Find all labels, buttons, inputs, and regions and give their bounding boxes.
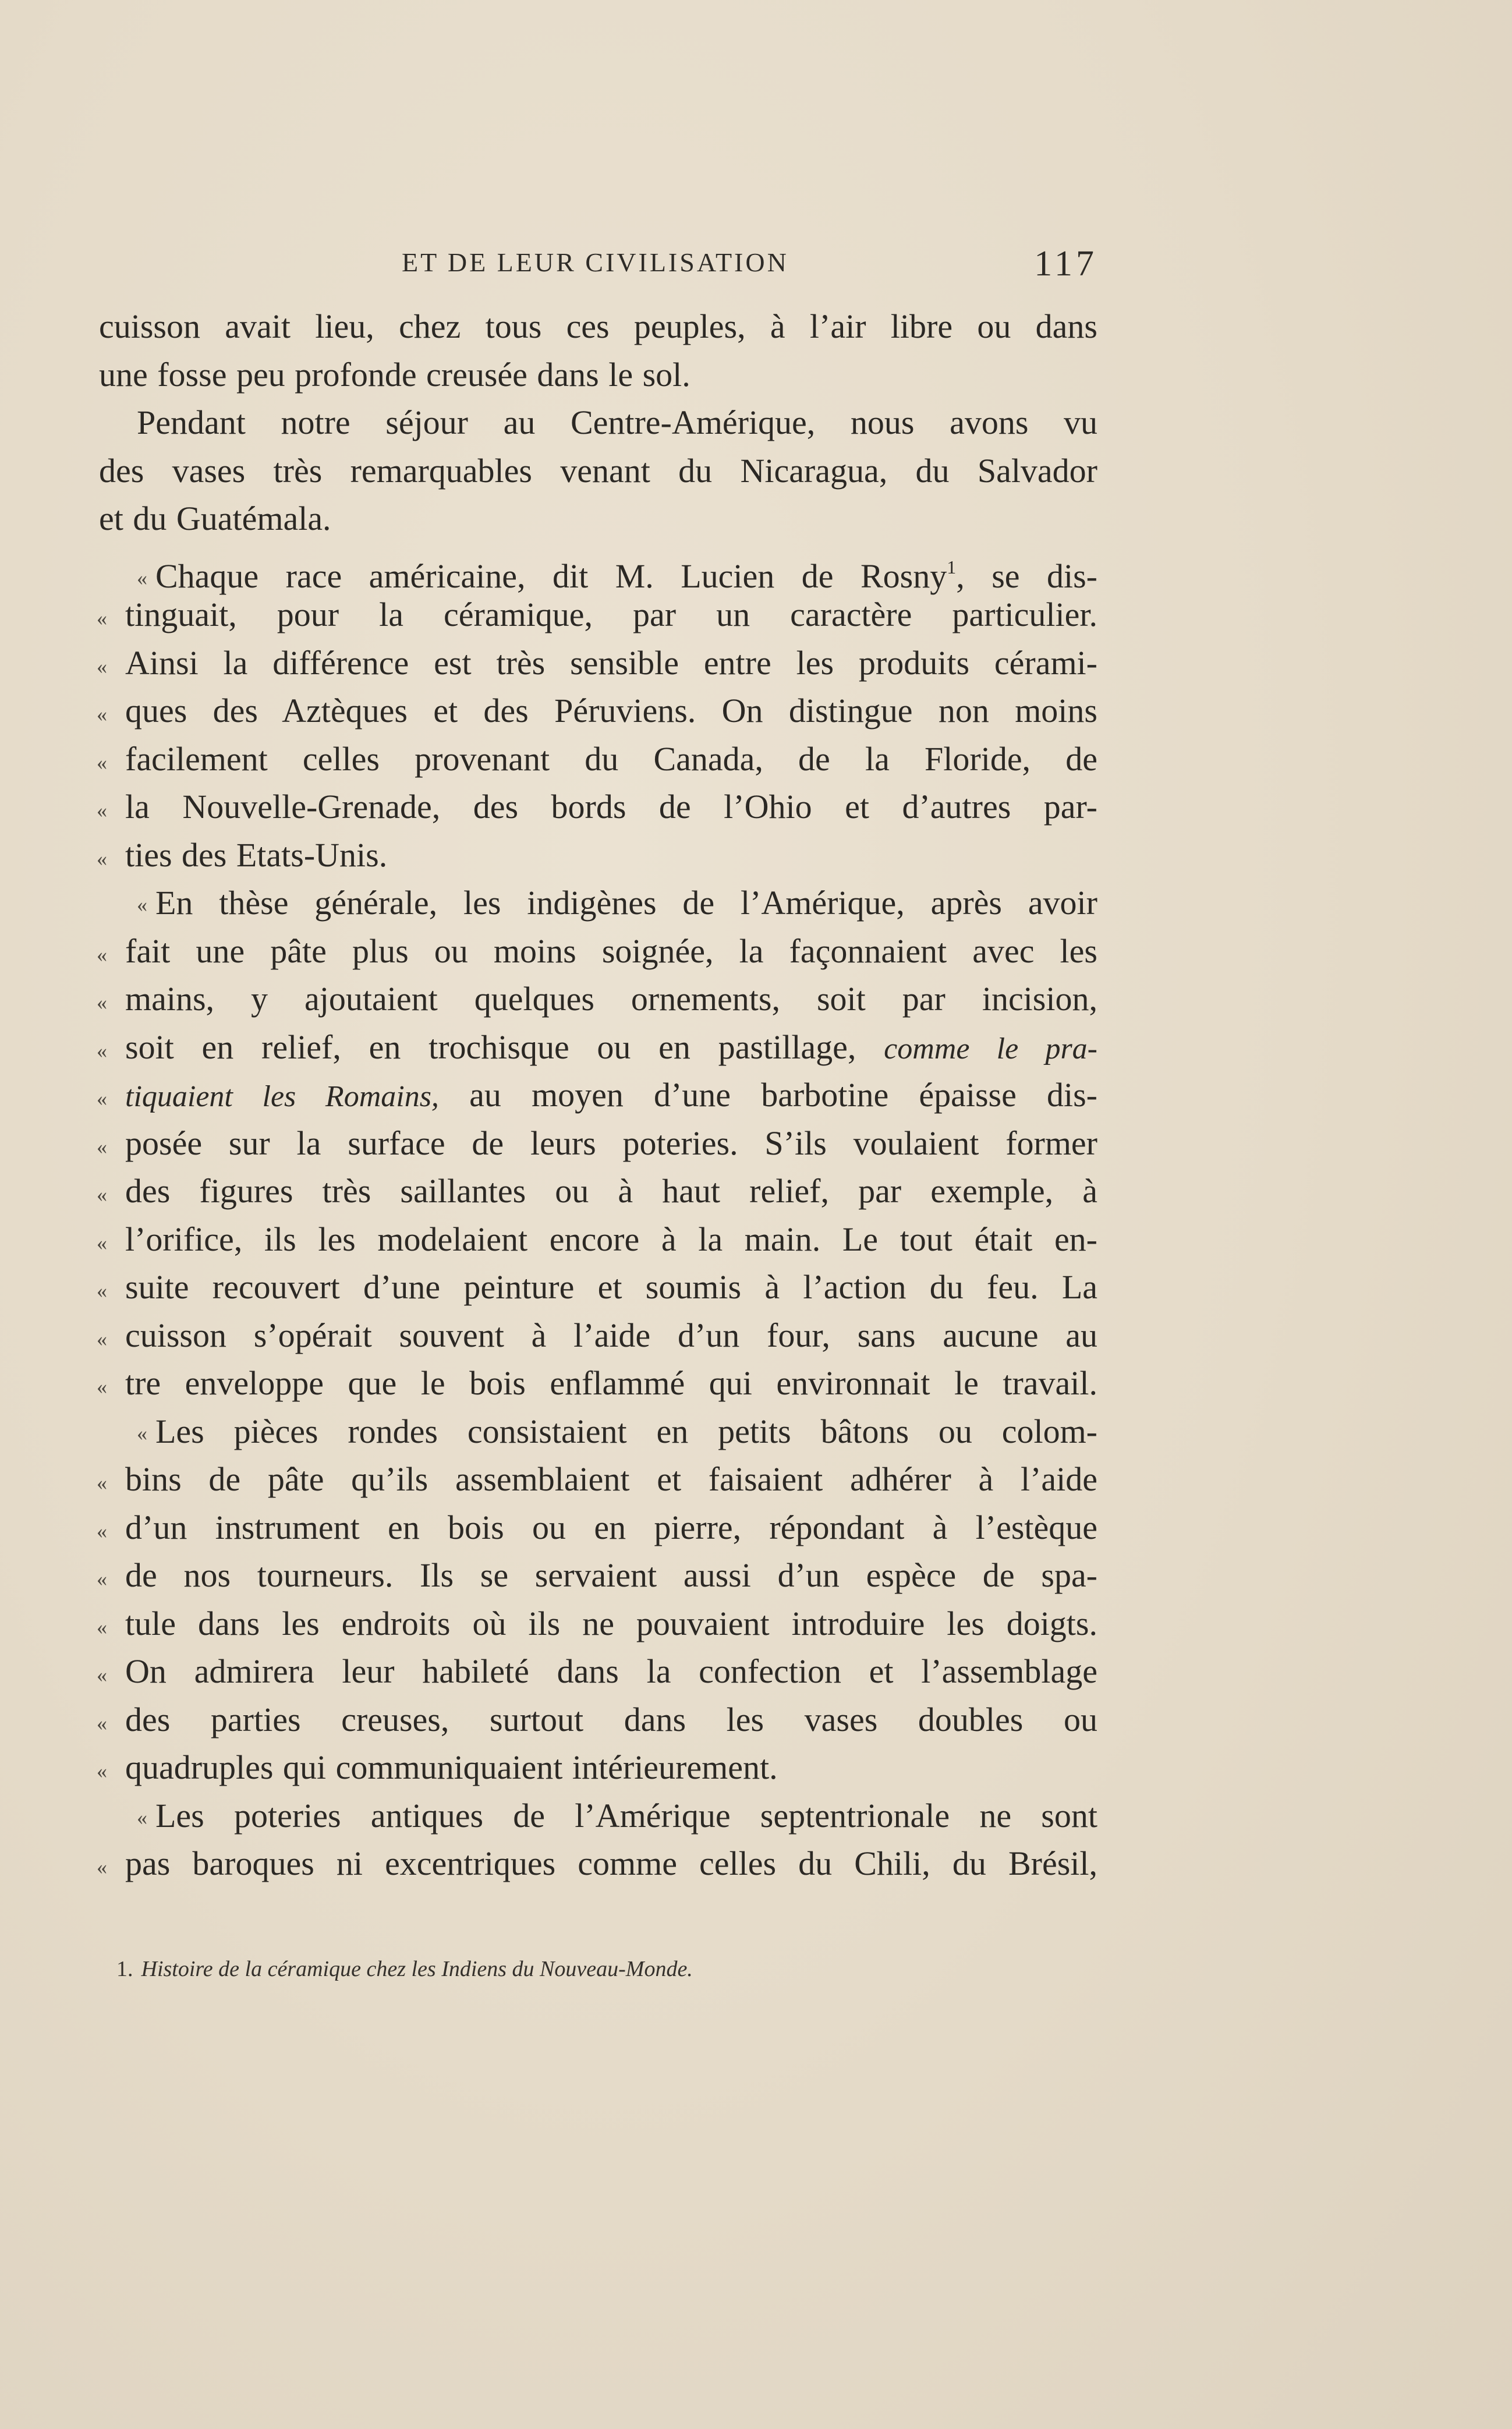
page-number: 117: [1034, 244, 1097, 284]
text-line: « Les pièces rondes consistaient en petits bâtons ou colom-: [137, 1412, 1097, 1450]
text-line: « suite recouvert d’une peinture et soumis à l’action du feu. La: [99, 1263, 1097, 1312]
quote-mark: «: [97, 991, 107, 1014]
quote-mark: «: [97, 1519, 107, 1543]
text-line: « d’un instrument en bois ou en pierre, répondant à l’estèque: [99, 1504, 1097, 1552]
text-line: « cuisson s’opérait souvent à l’aide d’un four, sans aucune au: [99, 1312, 1097, 1360]
quote-mark: «: [97, 1039, 107, 1063]
quote-mark: «: [97, 1711, 107, 1735]
text-line: « Chaque race américaine, dit M. Lucien de Rosny$^1$, se dis-: [137, 556, 1097, 595]
footnote-number: 1.: [116, 1957, 133, 1981]
text-line: et du Guatémala.: [99, 500, 331, 537]
text-line: des vases très remarquables venant du Nicaragua, du Salvador: [99, 451, 1097, 490]
quote-mark: «: [97, 1375, 107, 1398]
text-line: « bins de pâte qu’ils assemblaient et faisaient adhérer à l’aide: [99, 1456, 1097, 1504]
text-line: « On admirera leur habileté dans la confection et l’assemblage: [99, 1648, 1097, 1696]
text-line: « ties des Etats-Unis.: [99, 831, 1097, 880]
quote-mark: «: [97, 1856, 107, 1879]
quote-mark: «: [97, 943, 107, 966]
text-line: « tinguait, pour la céramique, par un caractère particulier.: [99, 591, 1097, 639]
quote-mark: «: [97, 1183, 107, 1206]
quote-mark: «: [97, 1615, 107, 1639]
text-line: « tiquaient les Romains, au moyen d’une barbotine épaisse dis-: [99, 1071, 1097, 1120]
italic-phrase: tiquaient les Romains,: [125, 1080, 439, 1113]
quote-mark: «: [137, 893, 147, 916]
footnote-reference: 1: [947, 556, 957, 578]
quote-mark: «: [97, 654, 107, 678]
text-line: une fosse peu profonde creusée dans le sol.: [99, 355, 691, 394]
text-line: « Ainsi la différence est très sensible entre les produits cérami-: [99, 639, 1097, 688]
text-line: « des parties creuses, surtout dans les vases doubles ou: [99, 1696, 1097, 1744]
quote-mark: «: [97, 847, 107, 870]
text-line: « soit en relief, en trochisque ou en pastillage, comme le pra-: [99, 1024, 1097, 1072]
text-line: « fait une pâte plus ou moins soignée, la façonnaient avec les: [99, 927, 1097, 976]
quote-mark: «: [137, 566, 147, 590]
quote-mark: «: [97, 607, 107, 630]
text-line: « la Nouvelle-Grenade, des bords de l’Ohio et d’autres par-: [99, 783, 1097, 831]
text-line: « pas baroques ni excentriques comme celles du Chili, du Brésil,: [99, 1840, 1097, 1888]
quote-mark: «: [97, 1327, 107, 1351]
quote-mark: «: [137, 1421, 147, 1445]
quote-mark: «: [97, 1471, 107, 1495]
quote-mark: «: [97, 799, 107, 822]
quote-mark: «: [97, 1663, 107, 1687]
text-line: « mains, y ajoutaient quelques ornements, soit par incision,: [99, 975, 1097, 1024]
quote-mark: «: [97, 1567, 107, 1591]
body-text: [99, 303, 1097, 1888]
text-line: « Les poteries antiques de l’Amérique septentrionale ne sont: [137, 1796, 1097, 1835]
quote-mark: «: [97, 1135, 107, 1159]
text-line: « de nos tourneurs. Ils se servaient aussi d’un espèce de spa-: [99, 1552, 1097, 1600]
running-header: [99, 243, 1097, 290]
quote-mark: «: [97, 703, 107, 726]
text-line: « tre enveloppe que le bois enflammé qui environnait le travail.: [99, 1359, 1097, 1408]
footnote-text: Histoire de la céramique chez les Indiens du Nouveau-Monde.: [141, 1957, 693, 1981]
text-line: « des figures très saillantes ou à haut relief, par exemple, à: [99, 1167, 1097, 1216]
quote-mark: «: [97, 1231, 107, 1255]
footnote: [116, 1956, 693, 1982]
text-line: « posée sur la surface de leurs poteries. S’ils voulaient former: [99, 1120, 1097, 1168]
quote-mark: «: [97, 1087, 107, 1110]
quote-mark: «: [97, 1279, 107, 1302]
text-line: « l’orifice, ils les modelaient encore à la main. Le tout était en-: [99, 1216, 1097, 1264]
italic-phrase: comme le pra-: [884, 1032, 1097, 1065]
quote-mark: «: [97, 750, 107, 774]
text-line: « tule dans les endroits où ils ne pouvaient introduire les doigts.: [99, 1600, 1097, 1648]
text-line: Pendant notre séjour au Centre-Amérique, nous avons vu: [137, 403, 1097, 441]
quote-mark: «: [97, 1759, 107, 1783]
text-line: « facilement celles provenant du Canada, de la Floride, de: [99, 735, 1097, 784]
quote-mark: «: [137, 1805, 147, 1829]
running-title: ET DE LEUR CIVILISATION: [402, 247, 789, 277]
text-line: « quadruples qui communiquaient intérieurement.: [99, 1744, 1097, 1792]
text-line: cuisson avait lieu, chez tous ces peuples, à l’air libre ou dans: [99, 307, 1097, 345]
text-line: « En thèse générale, les indigènes de l’Amérique, après avoir: [137, 884, 1097, 922]
text-line: « ques des Aztèques et des Péruviens. On distingue non moins: [99, 687, 1097, 735]
